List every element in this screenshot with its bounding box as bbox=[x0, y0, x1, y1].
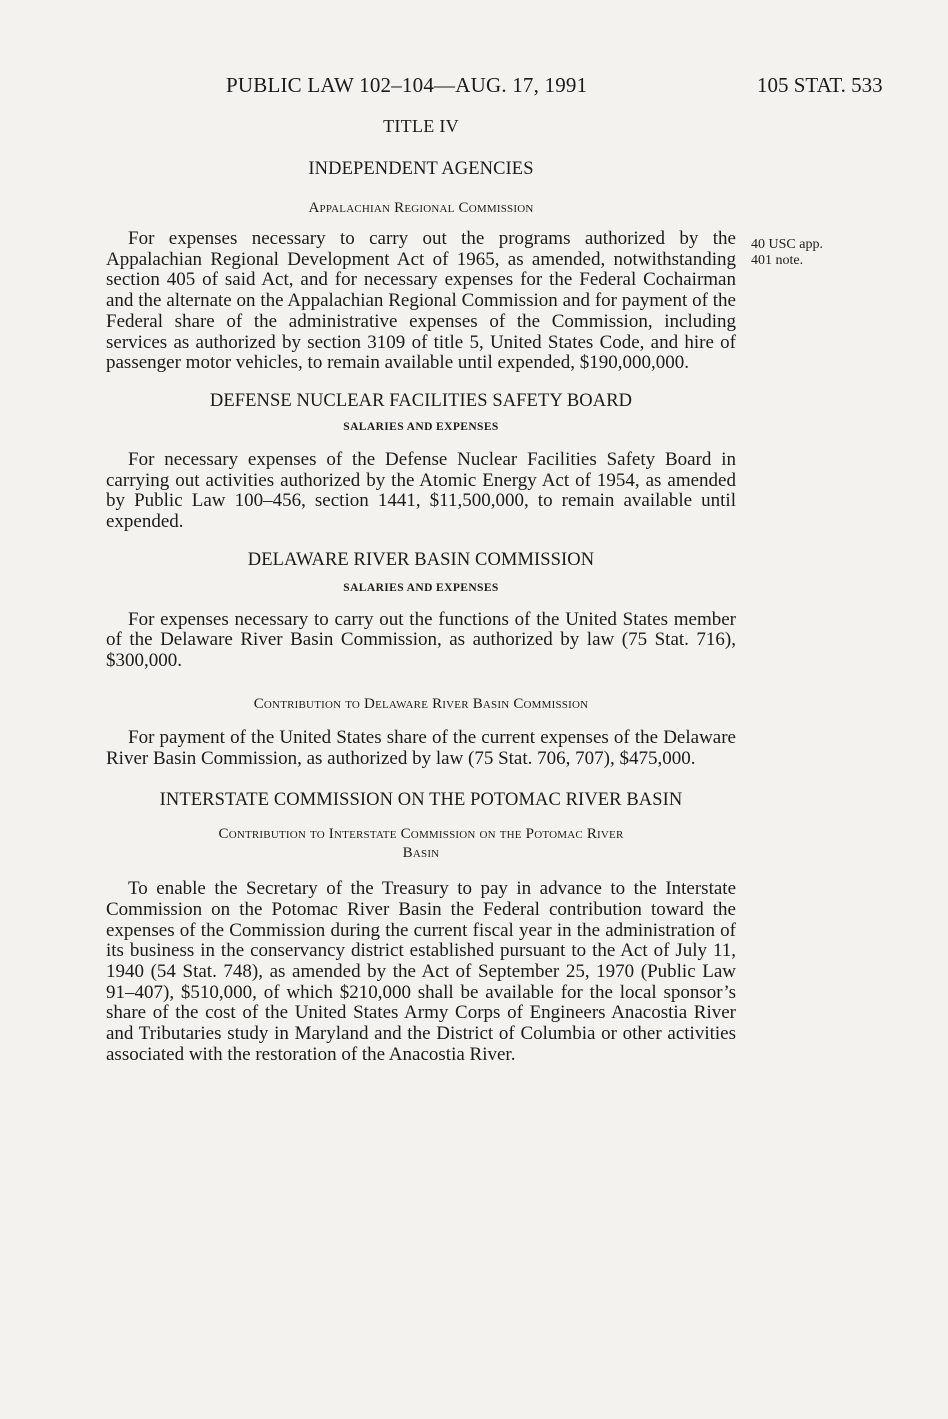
drbc-paragraph: For expenses necessary to carry out the functions of the United States member of the Delaware River Basin Commission, as authorized by law (75 Stat. 716), $300,000. bbox=[106, 608, 736, 672]
margin-note-line: 401 note. bbox=[751, 253, 804, 268]
icprb-heading: INTERSTATE COMMISSION ON THE POTOMAC RIVER BASIN bbox=[159, 790, 683, 811]
drbc-contribution-heading: Contribution to Delaware River Basin Commission bbox=[253, 695, 589, 712]
page-citation: 105 STAT. 533 bbox=[757, 73, 883, 97]
arc-paragraph: For expenses necessary to carry out the programs authorized by the Appalachian Regional Development Act of 1965, as amended, notwithstanding section 405 of said Act, and for necessary expenses for the Federal Cochairman and the alternate on the Appalachian Regional Commission and for payment of the Federal share of the administrative expenses of the Commission, including services as authorized by section 3109 of title 5, United States Code, and hire of passenger motor vehicles, to remain available until expended, $190,000,000. bbox=[106, 228, 736, 374]
icprb-paragraph: To enable the Secretary of the Treasury to pay in advance to the Interstate Commission on the Potomac River Basin the Federal contribution toward the expenses of the Commission during the current fiscal year in the administration of its business in the conservancy district established pursuant to the Act of July 11, 1940 (54 Stat. 748), as amended by the Act of September 25, 1970 (Public Law 91–407), $510,000, of which $210,000 shall be available for the local sponsor’s share of the cost of the United States Army Corps of Engineers Anacostia River and Tributaries study in Maryland and the District of Columbia or other activities associated with the restoration of the Anacostia River. bbox=[106, 878, 736, 1065]
independent-agencies-heading: INDEPENDENT AGENCIES bbox=[308, 159, 534, 179]
margin-note bbox=[751, 237, 861, 269]
dnfsb-heading: DEFENSE NUCLEAR FACILITIES SAFETY BOARD bbox=[209, 390, 633, 411]
icprb-subheading-continued: Basin bbox=[402, 845, 440, 862]
arc-heading: Appalachian Regional Commission bbox=[308, 200, 534, 216]
margin-note-line: 40 USC app. bbox=[751, 237, 823, 252]
drbc-heading: DELAWARE RIVER BASIN COMMISSION bbox=[247, 549, 595, 570]
drbc-contribution-paragraph: For payment of the United States share of the current expenses of the Delaware River Basin Commission, as authorized by law (75 Stat. 706, 707), $475,000. bbox=[106, 726, 736, 769]
icprb-subheading: Contribution to Interstate Commission on the Potomac River bbox=[218, 826, 624, 843]
running-header: PUBLIC LAW 102–104—AUG. 17, 1991 bbox=[226, 73, 588, 97]
dnfsb-subheading: SALARIES AND EXPENSES bbox=[343, 420, 499, 433]
drbc-subheading: SALARIES AND EXPENSES bbox=[343, 581, 499, 594]
dnfsb-paragraph: For necessary expenses of the Defense Nuclear Facilities Safety Board in carrying out activities authorized by the Atomic Energy Act of 1954, as amended by Public Law 100–456, section 1441, $11,500,000, to remain available until expended. bbox=[106, 448, 736, 533]
title-heading: TITLE IV bbox=[383, 116, 459, 136]
main-column bbox=[106, 116, 736, 1066]
